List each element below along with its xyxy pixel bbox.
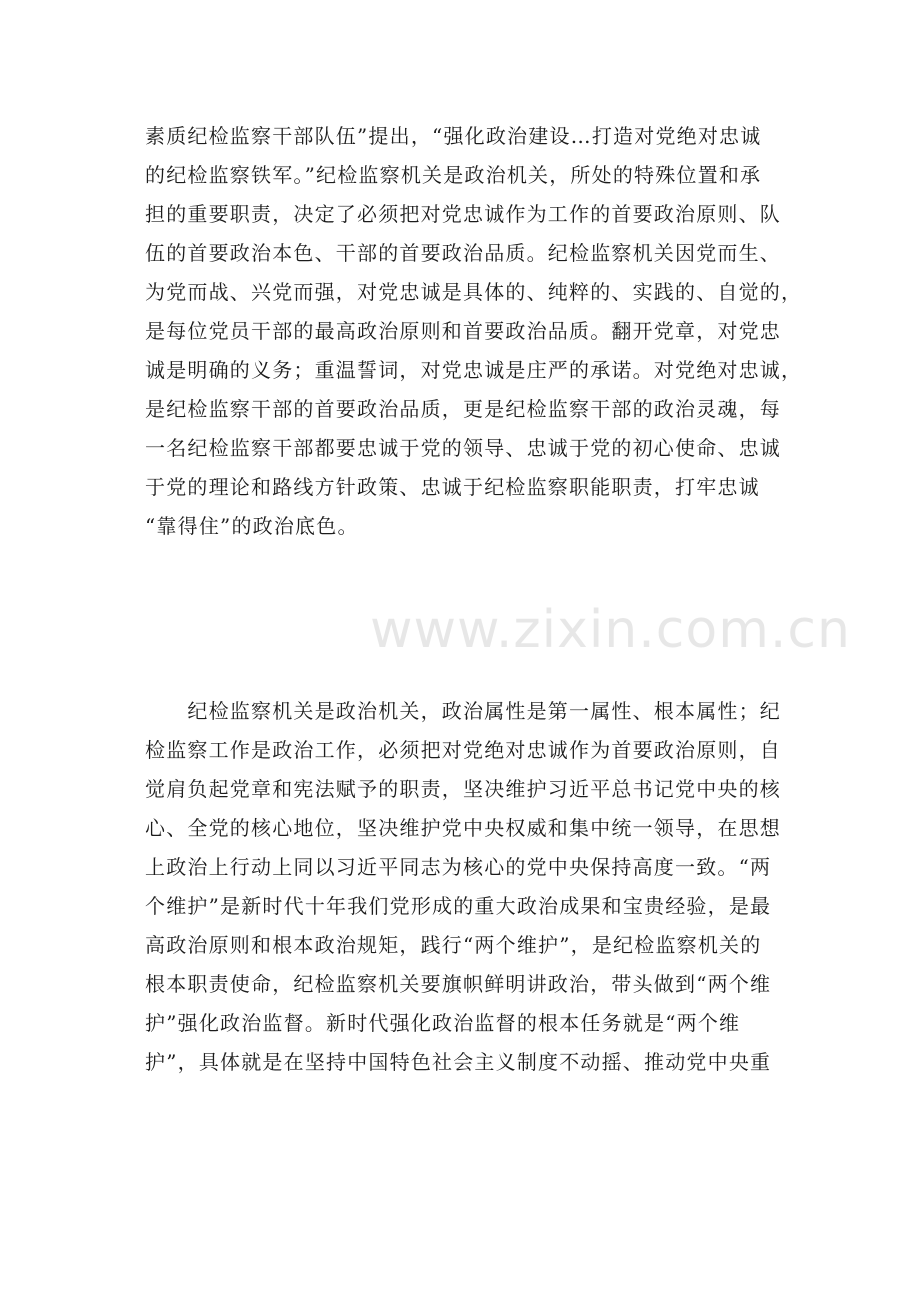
paragraph-2 xyxy=(145,692,785,1082)
paragraph-line: 的纪检监察铁军。”纪检监察机关是政治机关，所处的特殊位置和承 xyxy=(145,163,762,187)
paragraph-line: 纪检监察机关是政治机关，政治属性是第一属性、根本属性；纪 xyxy=(145,699,781,723)
paragraph-line: 检监察工作是政治工作，必须把对党绝对忠诚作为首要政治原则，自 xyxy=(145,738,781,762)
paragraph-1 xyxy=(145,117,803,546)
paragraph-line: 上政治上行动上同以习近平同志为核心的党中央保持高度一致。“两 xyxy=(145,855,772,879)
paragraph-line: 为党而战、兴党而强，对党忠诚是具体的、纯粹的、实践的、自觉的， xyxy=(145,280,803,304)
paragraph-line: “靠得住”的政治底色。 xyxy=(145,514,359,538)
paragraph-line: 是纪检监察干部的首要政治品质，更是纪检监察干部的政治灵魂，每 xyxy=(145,397,781,421)
paragraph-line: 根本职责使命，纪检监察机关要旗帜鲜明讲政治，带头做到“两个维 xyxy=(145,972,772,996)
paragraph-line: 于党的理论和路线方针政策、忠诚于纪检监察职能职责，打牢忠诚 xyxy=(145,475,760,499)
watermark: www.zixin.com.cn xyxy=(370,600,851,660)
paragraph-line: 个维护”是新时代十年我们党形成的重大政治成果和宝贵经验，是最 xyxy=(145,894,772,918)
paragraph-line: 高政治原则和根本政治规矩，践行“两个维护”，是纪检监察机关的 xyxy=(145,933,762,957)
paragraph-line: 诚是明确的义务；重温誓词，对党忠诚是庄严的承诺。对党绝对忠诚， xyxy=(145,358,803,382)
paragraph-line: 是每位党员干部的最高政治原则和首要政治品质。翻开党章，对党忠 xyxy=(145,319,781,343)
paragraph-line: 护”，具体就是在坚持中国特色社会主义制度不动摇、推动党中央重 xyxy=(145,1050,772,1074)
paragraph-line: 伍的首要政治本色、干部的首要政治品质。纪检监察机关因党而生、 xyxy=(145,241,781,265)
paragraph-line: 护”强化政治监督。新时代强化政治监督的根本任务就是“两个维 xyxy=(145,1011,741,1035)
paragraph-line: 一名纪检监察干部都要忠诚于党的领导、忠诚于党的初心使命、忠诚 xyxy=(145,436,781,460)
paragraph-line: 担的重要职责，决定了必须把对党忠诚作为工作的首要政治原则、队 xyxy=(145,202,781,226)
paragraph-line: 心、全党的核心地位，坚决维护党中央权威和集中统一领导，在思想 xyxy=(145,816,781,840)
paragraph-line: 素质纪检监察干部队伍”提出，“强化政治建设…打造对党绝对忠诚 xyxy=(145,124,762,148)
paragraph-line: 觉肩负起党章和宪法赋予的职责，坚决维护习近平总书记党中央的核 xyxy=(145,777,781,801)
